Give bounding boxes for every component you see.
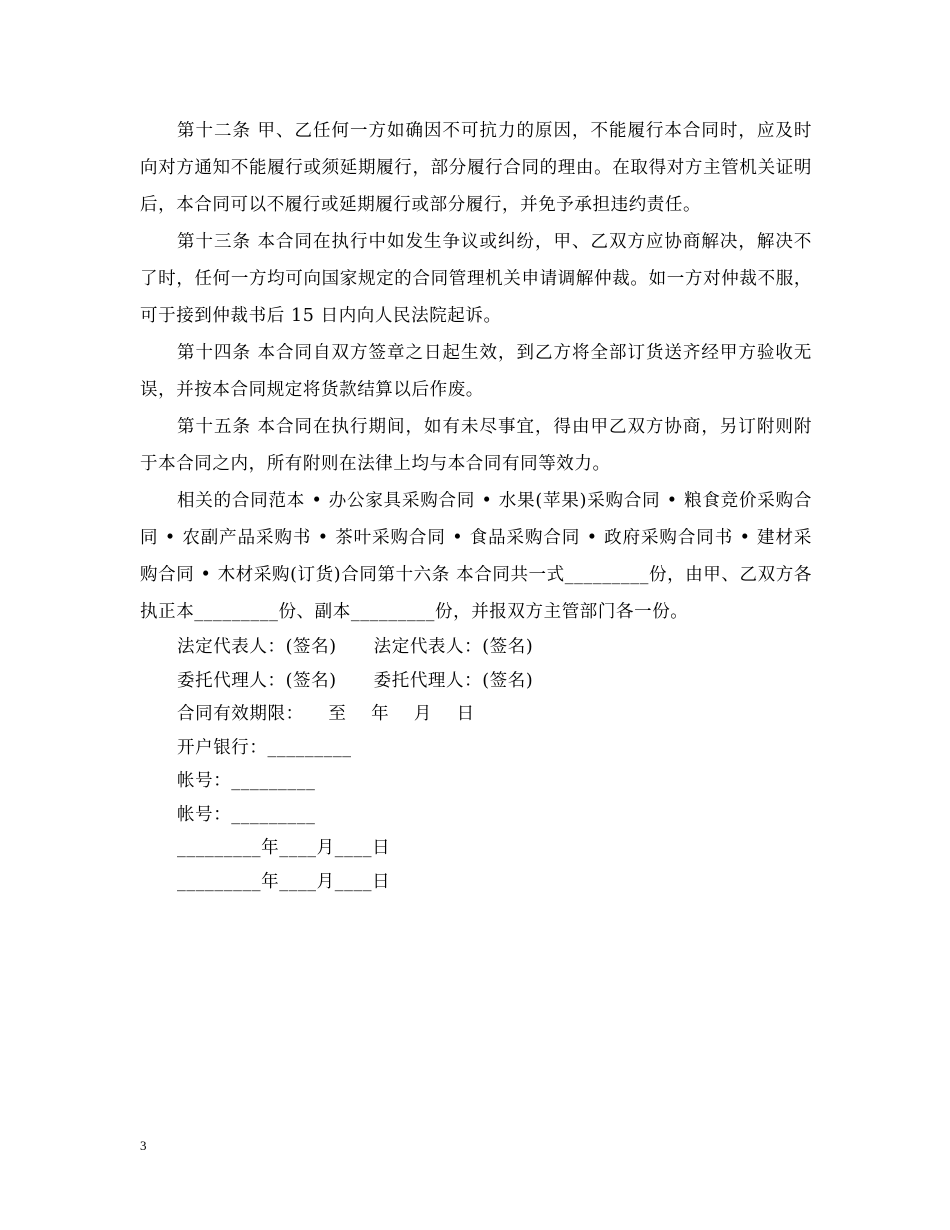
authorized-agent-line: 委托代理人：(签名) 委托代理人：(签名) [177,670,534,691]
article-15-paragraph: 第十五条 本合同在执行期间，如有未尽事宜，得由甲乙双方协商，另订附则附于本合同之内，所有附则在法律上均与本合同有同等效力。 [140,417,812,474]
related-templates-article-16-paragraph: 相关的合同范本 • 办公家具采购合同 • 水果(苹果)采购合同 • 粮食竞价采购合同 • 农副产品采购书 • 茶叶采购合同 • 食品采购合同 • 政府采购合同书 • 建材采购合同 • 木材采购(订货)合同第十六条 本合同共一式_________份，由甲、乙双方各执正本_________份、副本_________份，并报双方主管部门各一份。 [140,491,812,622]
document-body [140,113,812,899]
account-line-1: 帐号：_________ [177,771,316,791]
date-line-1: _________年____月____日 [177,838,391,858]
validity-period-line: 合同有效期限： 至 年 月 日 [177,704,475,724]
account-line-2: 帐号：_________ [177,804,316,825]
signature-block [140,631,812,899]
bank-line: 开户银行：_________ [177,737,352,758]
article-12-paragraph: 第十二条 甲、乙任何一方如确因不可抗力的原因，不能履行本合同时，应及时向对方通知不能履行或须延期履行，部分履行合同的理由。在取得对方主管机关证明后，本合同可以不履行或延期履行或部分履行，并免予承担违约责任。 [140,121,812,215]
article-13-paragraph: 第十三条 本合同在执行中如发生争议或纠纷，甲、乙双方应协商解决，解决不了时，任何一方均可向国家规定的合同管理机关申请调解仲裁。如一方对仲裁不服，可于接到仲裁书后 15 日内向人民法院起诉。 [140,232,812,326]
article-14-paragraph: 第十四条 本合同自双方签章之日起生效，到乙方将全部订货送齐经甲方验收无误，并按本合同规定将货款结算以后作废。 [140,343,812,400]
legal-representative-line: 法定代表人：(签名) 法定代表人：(签名) [177,637,534,657]
page-number: 3 [140,1138,147,1153]
date-line-2: _________年____月____日 [177,871,391,892]
